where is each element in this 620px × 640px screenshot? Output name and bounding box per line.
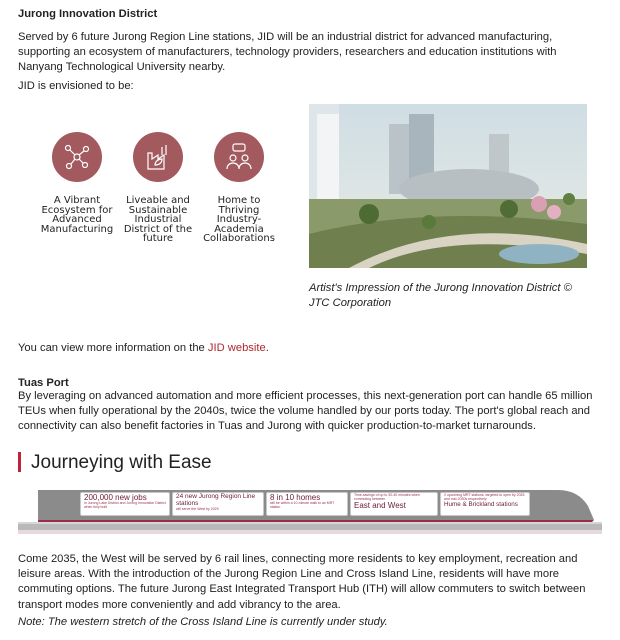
section-heading-journey: Journeying with Ease: [31, 452, 212, 473]
pillar-label: A Vibrant Ecosystem for Advanced Manufacturing: [40, 195, 114, 235]
jid-more-info: [18, 341, 269, 356]
people-chat-icon: [214, 132, 264, 182]
jid-envisioned-text: JID is envisioned to be:: [18, 80, 134, 92]
image-caption: Artist's Impression of the Jurong Innovation District © JTC Corporation: [309, 282, 572, 310]
section-title-jid: Jurong Innovation District: [18, 8, 158, 20]
jid-intro: Served by 6 future Jurong Region Line stations, JID will be an industrial district for advanced manufacturing, supporting an ecosystem of manufacturers, technology providers, researchers and education institutions with Nanyang Technological University nearby.: [18, 31, 557, 74]
panel-headline: 24 new Jurong Region Line stations: [176, 493, 256, 507]
train-panel-stations: [172, 492, 264, 516]
tuas-body: By leveraging on advanced automation and more efficient processes, this next-generation port can handle 65 million TEUs when fully operational by the 2040s, twice the volume handled by our ports today. The port's global reach and connectivity can also benefit factories in Tuas and Jurong with quicker production-to-market turnarounds.: [18, 390, 593, 433]
mrt-train-infographic: [18, 482, 602, 538]
train-panel-time-savings: [350, 492, 438, 516]
section-title-tuas: Tuas Port: [18, 377, 69, 389]
panel-headline: 8 in 10 homes: [270, 493, 321, 502]
pillar-collaboration: [201, 132, 277, 244]
more-info-prefix: You can view more information on the: [18, 342, 208, 354]
pillar-ecosystem: [39, 132, 115, 234]
pillar-label: Liveable and Sustainable Industrial District of the future: [123, 195, 193, 244]
journey-body: Come 2035, the West will be served by 6 rail lines, connecting more residents to key employment, recreation and leisure areas. With the introduction of the Jurong Region Line and Cross Island Line, residents will have more commuting options. The future Jurong East Integrated Transport Hub (ITH) will allow commuters to switch between transport modes more conveniently and add vibrancy to the area.: [18, 553, 586, 611]
panel-headline: East and West: [354, 500, 406, 510]
train-panel-homes: [266, 492, 348, 516]
panel-detail: will serve the West by 2029: [176, 506, 219, 511]
more-info-suffix: .: [265, 342, 269, 354]
panel-detail: 2 upcoming MRT stations: targeted to open by 2025 and mid-2030s respectively: [444, 493, 525, 501]
panel-headline: 200,000 new jobs: [84, 493, 147, 502]
jid-website-link[interactable]: JID website: [207, 342, 266, 354]
panel-detail: Time-savings of up to 30-40 minutes when commuting between: [354, 493, 420, 501]
pillar-label: Home to Thriving Industry-Academia Collaborations: [203, 195, 275, 244]
panel-headline: Hume & Brickland stations: [444, 500, 518, 508]
pillar-sustainable: [120, 132, 196, 244]
panel-detail: will be within a 10-minute walk to an MRT station: [270, 501, 335, 510]
heading-accent-bar: [18, 452, 21, 472]
train-panel-jobs: [80, 492, 170, 516]
jid-artist-impression-image: [309, 104, 587, 268]
panel-detail: in Jurong Lake District and Jurong Innovation District when fully built: [84, 501, 166, 510]
network-nodes-icon: [52, 132, 102, 182]
train-panel-new-stations: [440, 492, 530, 516]
factory-leaf-icon: [133, 132, 183, 182]
journey-note: Note: The western stretch of the Cross Island Line is currently under study.: [18, 616, 388, 628]
